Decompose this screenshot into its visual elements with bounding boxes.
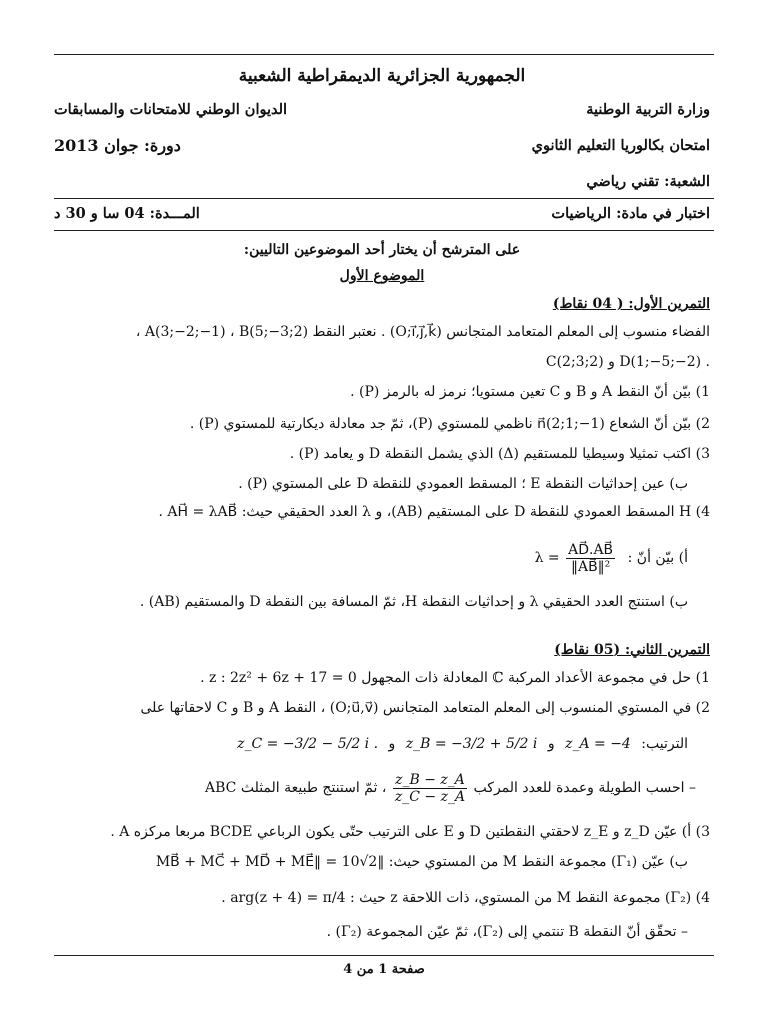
zB-value: z_B = −3/2 + 5/2 i [405, 736, 538, 752]
ex2-q2: 2) في المستوي المنسوب إلى المعلم المتعامد المتجانس (O;u⃗,v⃗) ، النقط A و B و C لاحقاتها على [140, 700, 710, 716]
header-rule-2 [54, 230, 714, 231]
republic-title: الجمهورية الجزائرية الديمقراطية الشعبية [238, 66, 526, 86]
zA-value: z_A = −4 [565, 736, 631, 752]
footer-rule [54, 955, 714, 956]
lambda-numerator: AD⃗.AB⃗ [568, 541, 614, 558]
ex1-q2: 2) بيّن أنّ الشعاع n⃗(2;1;−1) ناظمي للمستوي (P)، ثمّ جد معادلة ديكارتية للمستوي (P) . [189, 416, 710, 432]
ex2-q4b: – تحقّق أنّ النقطة B تنتمي إلى (Γ₂)، ثمّ عيّن المجموعة (Γ₂) . [326, 924, 688, 940]
ex1-line2: . D(1;−5;−2) و C(2;3;2) [545, 354, 710, 370]
ex1-line1: الفضاء منسوب إلى المعلم المتعامد المتجانس (O;i⃗,j⃗,k⃗) . نعتبر النقط A(3;−2;−1) ، B(5;−3;2) ، [135, 324, 710, 340]
and-1: و [547, 736, 555, 752]
ex1-title: التمرين الأول: ( 04 نقاط) [552, 296, 710, 312]
ex1-q4a-label: أ) بيّن أنّ : [627, 550, 688, 566]
page-number: صفحة 1 من 4 [343, 962, 425, 977]
ex1-q3: 3) اكتب تمثيلا وسيطيا للمستقيم (Δ) الذي يشمل النقطة D و يعامد (P) . [289, 446, 710, 462]
lambda-fraction [566, 542, 615, 575]
ex2-q3b: ب) عيّن (Γ₁) مجموعة النقط M من المستوي حيث: ‖MB⃗ + MC⃗ + MD⃗ + ME⃗‖ = 10√2 [155, 854, 688, 870]
ex1-q1: 1) بيّن أنّ النقط A و B و C تعين مستويا؛ نرمز له بالرمز (P) . [350, 384, 710, 400]
top-rule [54, 54, 714, 55]
exam-name: امتحان بكالوريا التعليم الثانوي [531, 137, 710, 154]
calc-text-b: ، ثمّ استنتج طبيعة المثلث ABC [205, 780, 387, 796]
ratio-numerator: z_B − z_A [393, 772, 467, 789]
exam-office: الديوان الوطني للامتحانات والمسابقات [54, 101, 288, 118]
header-row-1 [54, 100, 710, 120]
ex1-q3b: ب) عين إحداثيات النقطة E ؛ المسقط العمودي للنقطة D على المستوي (P) . [238, 476, 688, 492]
and-2: و [388, 736, 396, 752]
ex2-title: التمرين الثاني: (05 نقاط) [554, 642, 710, 658]
ex1-q4b: ب) استنتج العدد الحقيقي λ و إحداثيات النقطة H، ثمّ المسافة بين النقطة D والمستقيم (AB) . [139, 594, 688, 610]
choice-instruction: على المترشح أن يختار أحد الموضوعين التاليين: [243, 242, 521, 258]
ex2-q2-calc [54, 768, 696, 808]
branch: الشعبة: تقني رياضي [586, 173, 710, 190]
topic-title: الموضوع الأول [339, 268, 425, 284]
ex2-q2-values [54, 732, 688, 756]
calc-text-a: – احسب الطويلة وعمدة للعدد المركب [473, 780, 696, 796]
header-row-3 [54, 204, 710, 224]
duration: المـــدة: 04 سا و 30 د [54, 205, 200, 222]
ex2-q4: 4) (Γ₂) مجموعة النقط M من المستوي، ذات اللاحقة z حيث : arg(z + 4) = π/4 . [221, 890, 710, 906]
order-label: الترتيب: [641, 736, 688, 752]
lambda-denominator: ‖AB⃗‖² [570, 558, 611, 575]
lambda-formula [535, 532, 618, 584]
subject: اختبار في مادة: الرياضيات [551, 205, 710, 222]
ex1-q4a [54, 532, 688, 584]
ratio-denominator: z_C − z_A [394, 788, 466, 805]
ex2-q3a: 3) أ) عيّن z_D و z_E لاحقتي النقطتين D و E على الترتيب حتّى يكون الرباعي BCDE مربعا مركزه A . [110, 824, 710, 840]
ex1-q4: 4) H المسقط العمودي للنقطة D على المستقيم (AB)، و λ العدد الحقيقي حيث: AH⃗ = λAB⃗ . [158, 504, 710, 520]
ratio-fraction [393, 772, 467, 805]
header-rule-1 [54, 198, 714, 199]
header-row-2 [54, 136, 710, 156]
ministry: وزارة التربية الوطنية [586, 101, 710, 118]
zC-value: z_C = −3/2 − 5/2 i . [237, 736, 379, 752]
ex2-q1: 1) حل في مجموعة الأعداد المركبة ℂ المعادلة ذات المجهول z : 2z² + 6z + 17 = 0 . [200, 670, 710, 686]
lambda-lhs: λ = [534, 550, 560, 566]
session: دورة: جوان 2013 [54, 136, 181, 155]
